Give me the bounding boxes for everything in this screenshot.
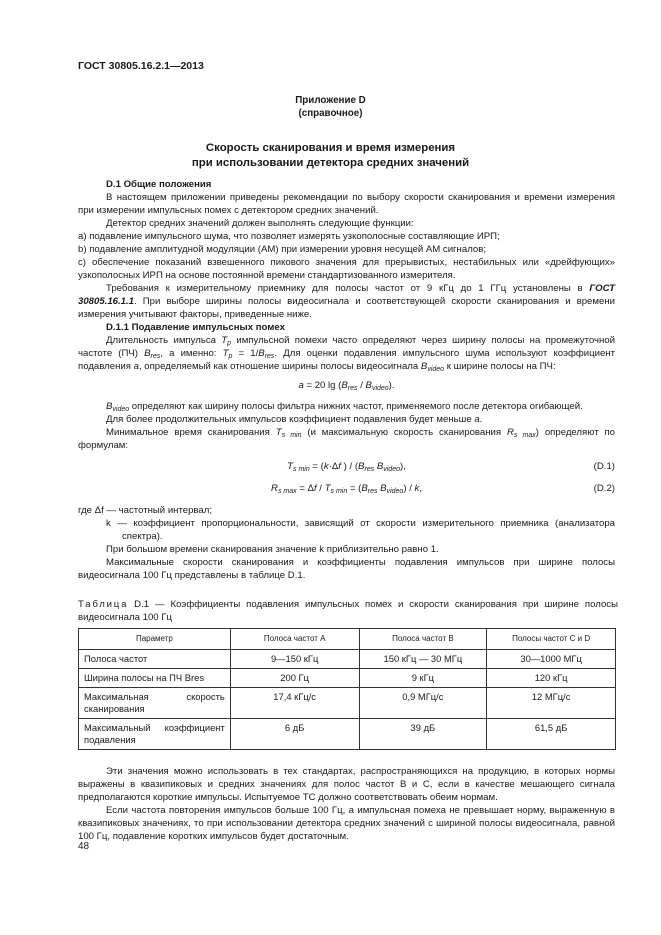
table-cell: 200 Гц xyxy=(230,669,359,688)
page-number: 48 xyxy=(78,841,90,852)
k-definition: k — коэффициент пропорциональности, зависящий от скорости измерительного приемника (анализатора спектра). xyxy=(106,518,615,542)
table-cell: 30—1000 МГц xyxy=(487,650,616,669)
table-header-row xyxy=(79,629,616,650)
section-d1-heading: D.1 Общие положения xyxy=(106,179,212,190)
paragraph: При большом времени сканирования значение k приблизительно равно 1. xyxy=(106,544,439,555)
column-header: Параметр xyxy=(79,629,231,650)
table-cell: 17,4 кГц/с xyxy=(230,688,359,719)
paragraph: Детектор средних значений должен выполнять следующие функции: xyxy=(106,218,414,229)
table-cell: 9 кГц xyxy=(359,669,487,688)
column-header: Полосы частот C и D xyxy=(487,629,616,650)
paragraph: Минимальное время сканирования $T_{s min}$ (и максимальную скорость сканирования $R_{s max}$) определяют по формулам: xyxy=(78,427,615,451)
where-clause: где Δf — частотный интервал; xyxy=(78,505,213,516)
table-cell: 12 МГц/с xyxy=(487,688,616,719)
column-header: Полоса частот B xyxy=(359,629,487,650)
title-line-2: при использовании детектора средних значений xyxy=(191,157,470,169)
equation-d2: $R_{s max} = \Delta f / T_{s min} = (B_{res}$ $B_{video}$) / k, (D.2) xyxy=(271,483,615,495)
table-row xyxy=(79,669,616,688)
table-cell: 9—150 кГц xyxy=(230,650,359,669)
table-cell: Ширина полосы на ПЧ Bres xyxy=(79,669,231,688)
paragraph: В настоящем приложении приведены рекомендации по выбору скорости сканирования и времени измерения при измерении импульсных помех с детектором средних значений. xyxy=(78,192,615,216)
paragraph: Длительность импульса $T_p$ импульсной помехи часто определяют через ширину полосы на промежуточной частоте (ПЧ) $B_{res}$, а именно: $T_p = 1/B_{res}$. Для оценки подавления импульсного шума используют коэффициент подавления a, определяемый как отношение ширины полосы видеосигнала $B_{video}$ к ширине полосы на ПЧ: xyxy=(78,335,616,373)
formula-a: a = 20 $\lg (B_{res} / B_{video})$. xyxy=(298,380,395,392)
list-item: b) подавление амплитудной модуляции (АМ) при измерении уровня несущей АМ сигналов; xyxy=(78,244,486,255)
paragraph: Требования к измерительному приемнику для полосы частот от 9 кГц до 1 ГГц установлены в ГОСТ 30805.16.1.1. При выборе ширины полосы видеосигнала и соответствующей скорости сканирования и времени измерения учитывают факторы, приведенные ниже. xyxy=(78,283,615,320)
main-content xyxy=(78,178,615,582)
table-cell: 0,9 МГц/с xyxy=(359,688,487,719)
table-caption: Таблица D.1 — Коэффициенты подавления импульсных помех и скорости сканирования при ширине полосы видеосигнала 100 Гц xyxy=(78,599,618,623)
appendix-subtitle: (справочное) xyxy=(298,108,363,119)
appendix-title: Приложение D xyxy=(295,95,366,106)
paragraph: Эти значения можно использовать в тех стандартах, распространяющихся на продукцию, в которых нормы выражены в квазипиковых и средних значениях для полос частот B и C, если в качестве мешающего сигнала предполагаются короткие импульсы. Испытуемое ТС должно соответствовать обеим нормам. xyxy=(78,766,615,803)
standard-reference: ГОСТ 30805.16.1.1 xyxy=(78,283,615,307)
equation-number: (D.2) xyxy=(593,483,615,494)
table-row xyxy=(79,688,616,719)
document-title xyxy=(0,141,661,171)
table-cell: Полоса частот xyxy=(79,650,231,669)
paragraph: Если частота повторения импульсов больше 100 Гц, а импульсная помеха не превышает норму, выраженную в квазипиковых значениях, то при использовании детектора средних значений с шириной полосы видеосигнала, равной 100 Гц, подавление коротких импульсов будет достаточным. xyxy=(78,805,615,842)
table-cell: Максимальный коэффициент подавления xyxy=(79,719,231,750)
equation-d1: $T_{s min} = (k\cdot\Delta f$ ) / ($B_{res}$ $B_{video}$), (D.1) xyxy=(287,461,615,473)
column-header: Полоса частот A xyxy=(230,629,359,650)
table-cell: 120 кГц xyxy=(487,669,616,688)
appendix-heading xyxy=(0,94,661,120)
table-cell: 6 дБ xyxy=(230,719,359,750)
table-cell: 61,5 дБ xyxy=(487,719,616,750)
table-cell: 150 кГц — 30 МГц xyxy=(359,650,487,669)
equation-number: (D.1) xyxy=(593,461,615,472)
table-cell: Максимальная скорость сканирования xyxy=(79,688,231,719)
list-item: a) подавление импульсного шума, что позволяет измерять узкополосные составляющие ИРП; xyxy=(78,231,500,242)
table-row xyxy=(79,650,616,669)
paragraph: $B_{video}$ определяют как ширину полосы фильтра нижних частот, применяемого после детектора огибающей. xyxy=(106,401,583,413)
table-row xyxy=(79,719,616,750)
table-cell: 39 дБ xyxy=(359,719,487,750)
paragraph: Для более продолжительных импульсов коэффициент подавления будет меньше a. xyxy=(106,414,483,425)
document-header: ГОСТ 30805.16.2.1—2013 xyxy=(78,60,204,72)
closing-paragraphs xyxy=(78,765,615,843)
section-d11-heading: D.1.1 Подавление импульсных помех xyxy=(106,322,285,333)
title-line-1: Скорость сканирования и время измерения xyxy=(205,142,456,154)
list-item: c) обеспечение показаний взвешенного пикового значения для прерывистых, нестабильных или «дрейфующих» узкополосных ИРП на основе постоянной времени стандартизованного измерителя. xyxy=(78,257,615,281)
table-d1 xyxy=(78,628,616,750)
paragraph: Максимальные скорости сканирования и коэффициенты подавления импульсов при ширине полосы видеосигнала 100 Гц представлены в таблице D.1. xyxy=(78,557,615,581)
